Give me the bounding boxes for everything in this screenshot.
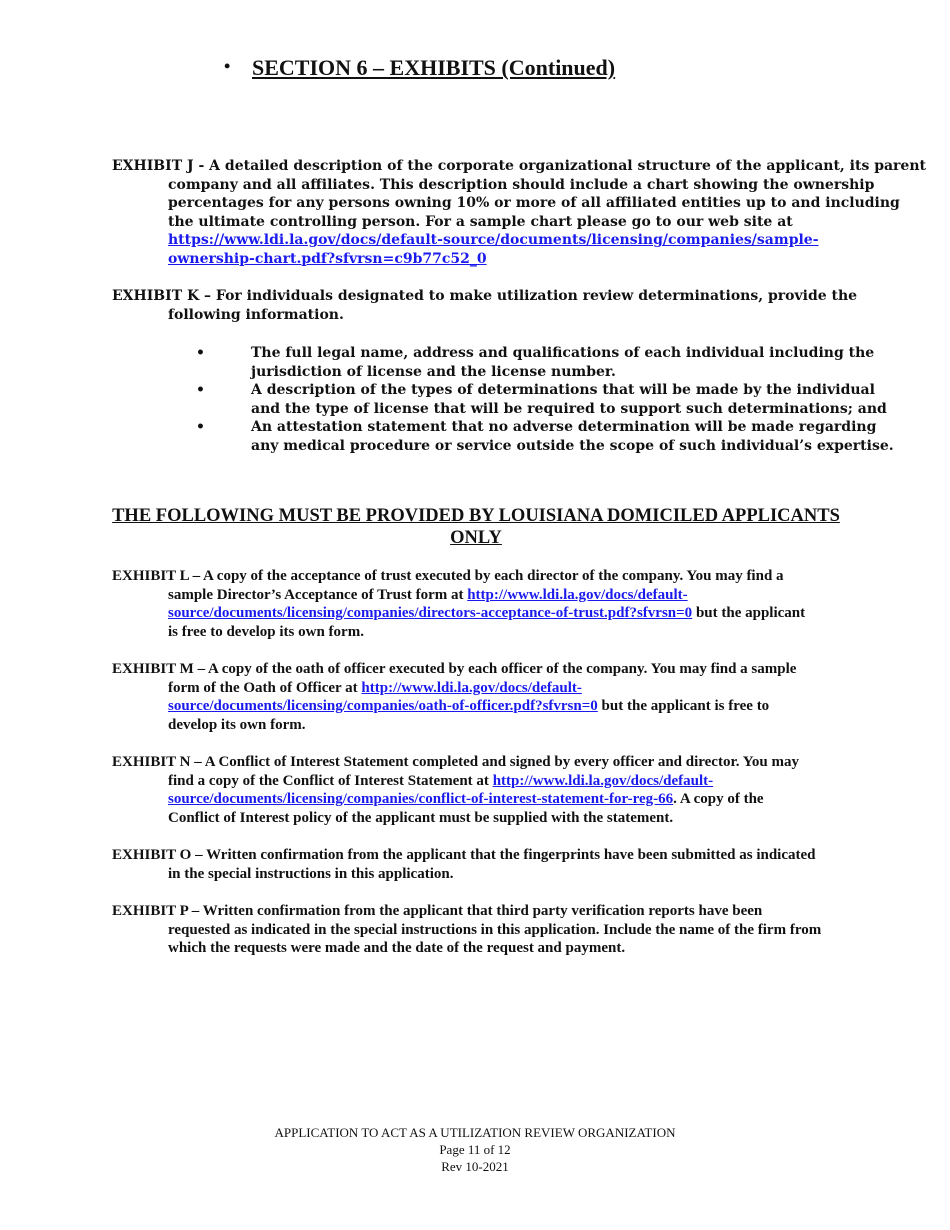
exhibit-l-line-4: is free to develop its own form. bbox=[168, 623, 364, 640]
exhibit-p-text: Written confirmation from the applicant that third party verification reports have been bbox=[202, 903, 763, 919]
conflict-of-interest-link[interactable]: http://www.ldi.la.gov/docs/default- bbox=[492, 772, 714, 789]
exhibit-l-label: EXHIBIT L – bbox=[112, 568, 201, 584]
exhibit-k-text: For individuals designated to make utilization review determinations, provide the bbox=[215, 288, 858, 304]
footer-title: APPLICATION TO ACT AS A UTILIZATION REVIEW ORGANIZATION bbox=[274, 1125, 676, 1140]
exhibit-n-label: EXHIBIT N – bbox=[112, 754, 202, 770]
exhibit-k-bullet-list bbox=[196, 344, 894, 456]
exhibit-p-line-3: which the requests were made and the date of the request and payment. bbox=[168, 940, 626, 957]
exhibit-n-text: . A copy of the bbox=[673, 791, 764, 808]
list-item-line: An attestation statement that no adverse determination will be made regarding bbox=[251, 419, 877, 436]
list-item-line: any medical procedure or service outside the scope of such individual’s expertise. bbox=[251, 437, 894, 454]
exhibit-j-line-3: percentages for any persons owning 10% or more of all affiliated entities up to and including bbox=[168, 195, 900, 212]
exhibit-m-text: A copy of the oath of officer executed by each officer of the company. You may find a sample bbox=[208, 661, 797, 677]
exhibit-k-label: EXHIBIT K – bbox=[112, 288, 212, 304]
revision-label: Rev 10-2021 bbox=[441, 1159, 509, 1174]
domiciled-heading-line-1: THE FOLLOWING MUST BE PROVIDED BY LOUISIANA DOMICILED APPLICANTS bbox=[112, 506, 840, 526]
section-title-text: SECTION 6 – EXHIBITS (Continued) bbox=[252, 55, 616, 80]
list-item-line: The full legal name, address and qualifications of each individual including the bbox=[251, 345, 875, 361]
list-item-line: and the type of license that will be required to support such determinations; and bbox=[251, 400, 887, 417]
conflict-of-interest-link-cont[interactable]: source/documents/licensing/companies/conflict-of-interest-statement-for-reg-66 bbox=[168, 791, 674, 808]
section-heading bbox=[224, 55, 615, 81]
list-item bbox=[196, 381, 887, 418]
exhibit-l-text: sample Director’s Acceptance of Trust form at bbox=[168, 586, 468, 603]
exhibit-k-line-2: following information. bbox=[168, 306, 344, 323]
exhibit-l-text: A copy of the acceptance of trust executed by each director of the company. You may find a bbox=[203, 568, 784, 584]
acceptance-of-trust-link[interactable]: http://www.ldi.la.gov/docs/default- bbox=[467, 586, 688, 603]
exhibit-p-label: EXHIBIT P – bbox=[112, 903, 200, 919]
bullet-dot: • bbox=[196, 345, 205, 361]
acceptance-of-trust-link-cont[interactable]: source/documents/licensing/companies/directors-acceptance-of-trust.pdf?sfvrsn=0 bbox=[168, 605, 693, 622]
exhibit-m bbox=[112, 660, 842, 734]
oath-of-officer-link-cont[interactable]: source/documents/licensing/companies/oath-of-officer.pdf?sfvrsn=0 bbox=[168, 698, 598, 715]
bullet-dot: • bbox=[196, 419, 205, 436]
exhibit-j-line-1 bbox=[112, 157, 926, 176]
exhibit-l bbox=[112, 567, 842, 641]
exhibit-o bbox=[112, 846, 842, 883]
exhibit-n-line-4: Conflict of Interest policy of the applicant must be supplied with the statement. bbox=[168, 809, 674, 826]
list-item bbox=[196, 418, 894, 455]
ownership-chart-link[interactable]: https://www.ldi.la.gov/docs/default-source/documents/licensing/companies/sample- bbox=[168, 232, 819, 249]
domiciled-heading-line-2: ONLY bbox=[450, 528, 502, 548]
exhibit-m-label: EXHIBIT M – bbox=[112, 661, 206, 677]
exhibit-o-text: Written confirmation from the applicant that the fingerprints have been submitted as indicated bbox=[206, 847, 816, 863]
list-item bbox=[196, 344, 875, 381]
exhibit-n bbox=[112, 753, 842, 827]
exhibit-j-line-4: the ultimate controlling person. For a sample chart please go to our web site at bbox=[168, 213, 793, 230]
exhibit-n-text: find a copy of the Conflict of Interest Statement at bbox=[168, 772, 493, 789]
exhibit-j-label: EXHIBIT J - bbox=[112, 158, 205, 174]
heading-bullet: • bbox=[224, 56, 231, 76]
exhibit-m-line-4: develop its own form. bbox=[168, 716, 306, 733]
exhibit-m-text: but the applicant is free to bbox=[597, 698, 770, 715]
list-item-line: A description of the types of determinations that will be made by the individual bbox=[251, 382, 875, 399]
exhibit-j-text: A detailed description of the corporate organizational structure of the applicant, its parent bbox=[209, 158, 926, 174]
ownership-chart-link-cont[interactable]: ownership-chart.pdf?sfvrsn=c9b77c52_0 bbox=[168, 250, 487, 267]
exhibit-j-line-2: company and all affiliates. This description should include a chart showing the ownership bbox=[168, 176, 875, 193]
domiciled-applicants-heading bbox=[112, 505, 840, 549]
list-item-line: jurisdiction of license and the license number. bbox=[251, 363, 616, 380]
exhibit-m-text: form of the Oath of Officer at bbox=[168, 679, 362, 696]
exhibit-o-line-2: in the special instructions in this application. bbox=[168, 865, 454, 882]
exhibit-k bbox=[112, 287, 858, 324]
oath-of-officer-link[interactable]: http://www.ldi.la.gov/docs/default- bbox=[361, 679, 582, 696]
exhibit-k-line-1 bbox=[112, 287, 858, 306]
exhibit-o-label: EXHIBIT O – bbox=[112, 847, 203, 863]
exhibit-j bbox=[112, 157, 926, 269]
exhibit-p-line-2: requested as indicated in the special instructions in this application. Include the name of the firm from bbox=[168, 921, 822, 938]
page-number: Page 11 of 12 bbox=[439, 1142, 511, 1157]
exhibit-n-text: A Conflict of Interest Statement completed and signed by every officer and director. You may bbox=[204, 754, 799, 770]
page-footer bbox=[0, 1124, 950, 1175]
exhibit-l-text: but the applicant bbox=[692, 605, 806, 622]
bullet-dot: • bbox=[196, 382, 205, 399]
exhibit-p bbox=[112, 902, 842, 958]
